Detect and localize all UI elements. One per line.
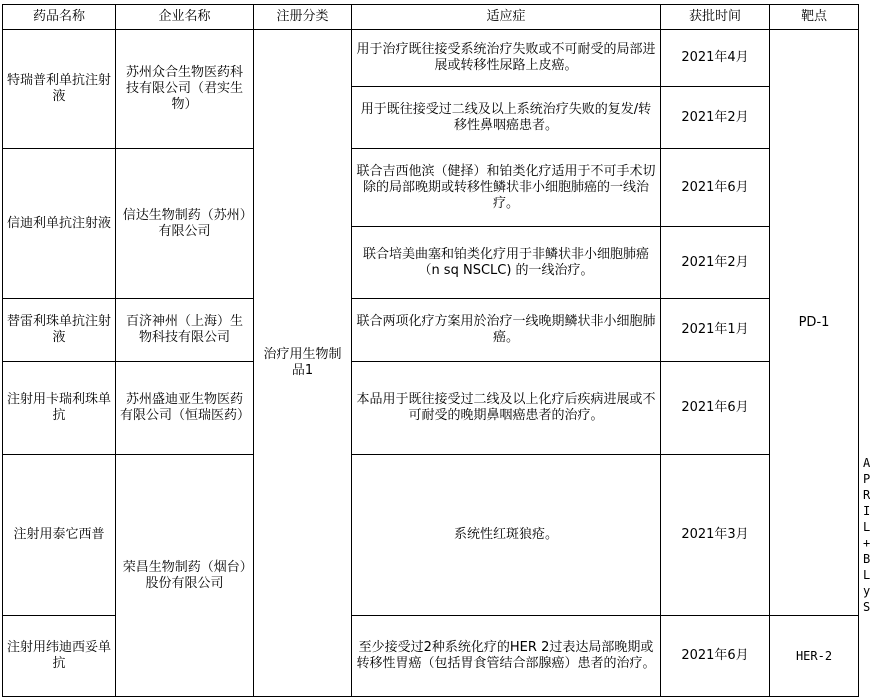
drug-name-cell: 替雷利珠单抗注射液 [3, 299, 116, 362]
company-cell: 苏州盛迪亚生物医药有限公司（恒瑞医药） [116, 362, 254, 455]
header-indication: 适应症 [352, 5, 661, 30]
table-row [3, 299, 859, 362]
indication-cell: 用于治疗既往接受系统治疗失败或不可耐受的局部进展或转移性尿路上皮癌。 [352, 30, 661, 87]
header-approval-date: 获批时间 [661, 5, 770, 30]
drug-name-cell: 注射用纬迪西妥单抗 [3, 616, 116, 697]
approval-date-cell: 2021年1月 [661, 299, 770, 362]
indication-cell: 联合培美曲塞和铂类化疗用于非鳞状非小细胞肺癌（n sq NSCLC) 的一线治疗。 [352, 227, 661, 299]
approval-date-cell: 2021年6月 [661, 149, 770, 227]
header-target: 靶点 [770, 5, 859, 30]
drug-approval-table [2, 4, 870, 697]
approval-date-cell: 2021年6月 [661, 616, 770, 697]
indication-cell: 系统性红斑狼疮。 [352, 455, 661, 616]
drug-name-cell: 特瑞普利单抗注射液 [3, 30, 116, 149]
approval-date-cell: 2021年6月 [661, 362, 770, 455]
drug-name-cell: 注射用卡瑞利珠单抗 [3, 362, 116, 455]
target-cell: HER-2 [770, 616, 859, 697]
indication-cell: 联合吉西他滨（健择）和铂类化疗适用于不可手术切除的局部晚期或转移性鳞状非小细胞肺癌的一线治疗。 [352, 149, 661, 227]
registration-class-cell: 治疗用生物制品1 [254, 30, 352, 697]
header-row [3, 5, 859, 30]
company-cell: 百济神州（上海）生物科技有限公司 [116, 299, 254, 362]
indication-cell: 用于既往接受过二线及以上系统治疗失败的复发/转移性鼻咽癌患者。 [352, 87, 661, 149]
drug-name-cell: 信迪利单抗注射液 [3, 149, 116, 299]
table-row: 注射用泰它西普 荣昌生物制药（烟台）股份有限公司 系统性红斑狼疮。 2021年3月 APRIL+B LyS [3, 455, 859, 616]
indication-cell: 至少接受过2种系统化疗的HER 2过表达局部晚期或转移性胃癌（包括胃食管结合部腺癌）患者的治疗。 [352, 616, 661, 697]
header-company-name: 企业名称 [116, 5, 254, 30]
indication-cell: 联合两项化疗方案用於治疗一线晚期鳞状非小细胞肺癌。 [352, 299, 661, 362]
approval-date-cell: 2021年3月 [661, 455, 770, 616]
drug-name-cell: 注射用泰它西普 [3, 455, 116, 616]
table-row [3, 149, 859, 227]
company-cell: 苏州众合生物医药科技有限公司（君实生物） [116, 30, 254, 149]
table-row [3, 362, 859, 455]
indication-cell: 本品用于既往接受过二线及以上化疗后疾病进展或不可耐受的晚期鼻咽癌患者的治疗。 [352, 362, 661, 455]
company-cell: 荣昌生物制药（烟台）股份有限公司 [116, 455, 254, 697]
header-registration-class: 注册分类 [254, 5, 352, 30]
target-cell: PD-1 [770, 30, 859, 616]
approval-date-cell: 2021年4月 [661, 30, 770, 87]
approval-date-cell: 2021年2月 [661, 227, 770, 299]
approval-date-cell: 2021年2月 [661, 87, 770, 149]
table-row [3, 30, 859, 87]
company-cell: 信达生物制药（苏州）有限公司 [116, 149, 254, 299]
header-drug-name: 药品名称 [3, 5, 116, 30]
